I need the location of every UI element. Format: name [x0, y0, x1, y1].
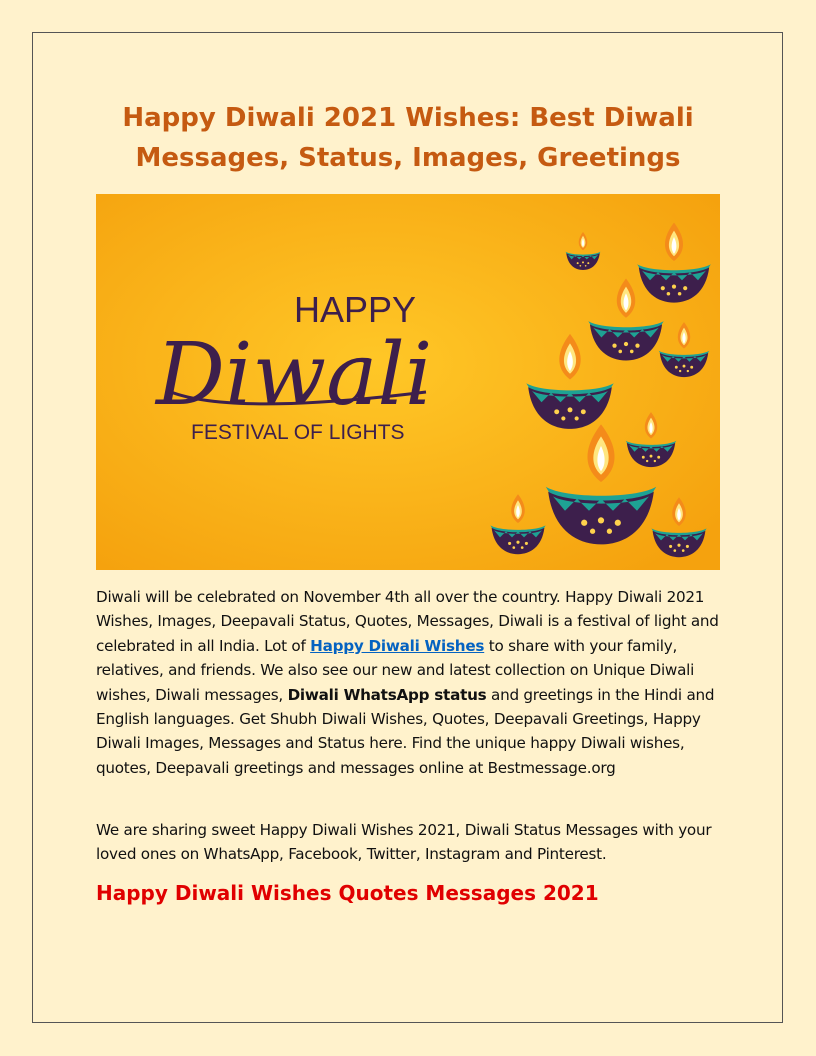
hero-tagline-text: FESTIVAL OF LIGHTS: [191, 421, 405, 444]
section-heading: Happy Diwali Wishes Quotes Messages 2021: [96, 881, 599, 905]
page-title: [96, 98, 720, 178]
happy-diwali-wishes-link[interactable]: Happy Diwali Wishes: [310, 636, 485, 655]
hero-script-text: Diwali: [156, 325, 433, 425]
title-line-2: Messages, Status, Images, Greetings: [135, 143, 681, 173]
intro-paragraph: [96, 585, 720, 780]
whatsapp-status-bold: Diwali WhatsApp status: [287, 685, 487, 704]
intro-text-b: to share with your family, relatives, and friends. We also see our new and latest collection on Unique Diwali wishes, Diwali messages,: [96, 636, 695, 704]
intro-text-c: and greetings in the Hindi and English languages. Get Shubh Diwali Wishes, Quotes, Deepavali Greetings, Happy Diwali Images, Messages and Status here. Find the unique happy Diwali wishes, quotes, Deepavali greetings and messages online at Bestmessage.org: [96, 685, 715, 777]
hero-happy-text: HAPPY: [294, 289, 417, 330]
title-line-1: Happy Diwali 2021 Wishes: Best Diwali: [122, 103, 694, 133]
intro-text-a: Diwali will be celebrated on November 4th all over the country. Happy Diwali 2021 Wishes, Images, Deepavali Status, Quotes, Messages, Diwali is a festival of light and celebrated in all India. Lot of: [96, 588, 719, 655]
sharing-paragraph: We are sharing sweet Happy Diwali Wishes 2021, Diwali Status Messages with your loved ones on WhatsApp, Facebook, Twitter, Instagram and Pinterest.: [96, 821, 712, 864]
hero-illustration: [96, 194, 720, 570]
hero-image: [96, 194, 720, 570]
